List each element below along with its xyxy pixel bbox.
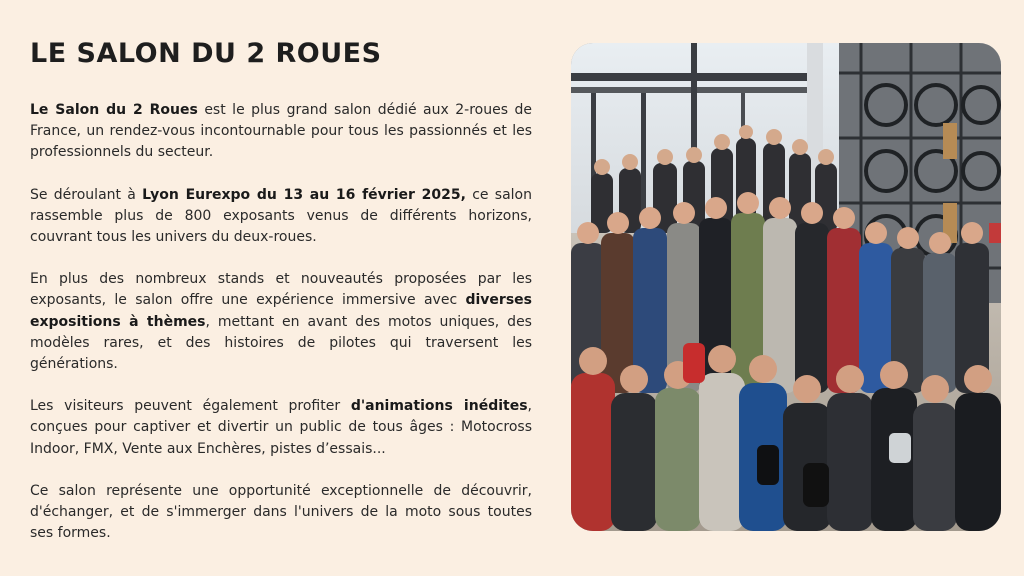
paragraph-intro: Le Salon du 2 Roues est le plus grand salon dédié aux 2-roues de France, un rendez-vous incontournable pour tous les passionnés et les professionnels du secteur. [30,102,532,161]
page-title: LE SALON DU 2 ROUES [30,38,382,69]
body-text [30,100,532,565]
paragraph-expositions: En plus des nombreux stands et nouveautés proposées par les exposants, le salon offre une expérience immersive avec diverses expositions à thèmes, mettant en avant des motos uniques, des modèles rares, et des histoires de pilotes qui traversent les générations. [30,271,532,373]
paragraph-conclusion: Ce salon représente une opportunité exceptionnelle de découvrir, d'échanger, et de s'immerger dans l'univers de la moto sous toutes ses formes. [30,482,532,542]
paragraph-animations: Les visiteurs peuvent également profiter d'animations inédites, conçues pour captiver et divertir un public de tous âges : Motocross Indoor, FMX, Vente aux Enchères, pistes d’essais... [30,398,532,457]
event-location-dates: Lyon Eurexpo du 13 au 16 février 2025, [142,186,466,203]
animations-highlight: d'animations inédites [350,398,528,415]
paragraph-dates: Se déroulant à Lyon Eurexpo du 13 au 16 février 2025, ce salon rassemble plus de 800 exposants venus de différents horizons, couvrant tous les univers du deux-roues. [30,186,532,246]
crowd-photo [571,43,1001,531]
salon-name: Le Salon du 2 Roues [30,102,198,118]
crowd-illustration [571,43,1001,531]
expositions-highlight: diverses expositions à thèmes [30,292,532,330]
